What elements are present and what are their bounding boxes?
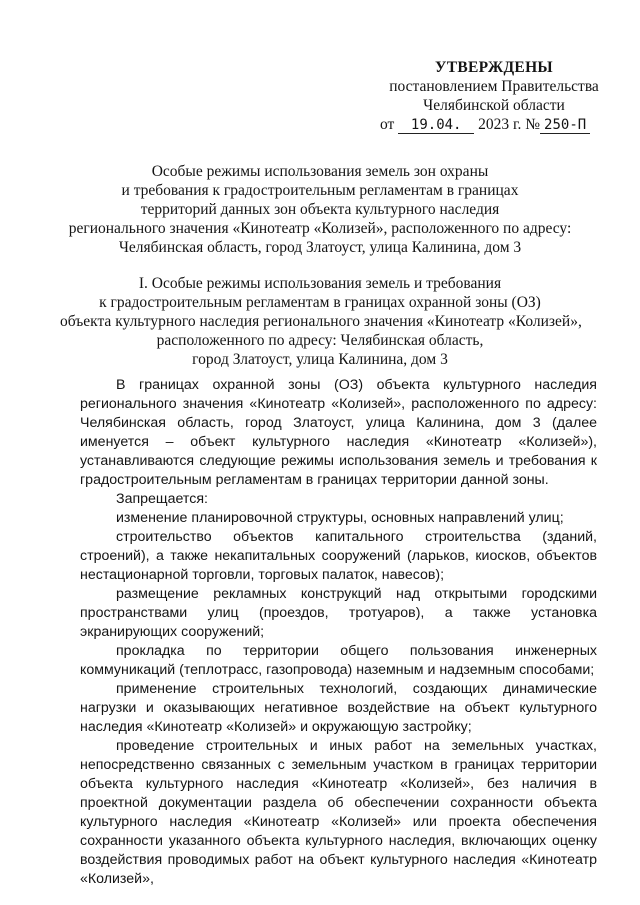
document-title (60, 162, 580, 257)
list-item: прокладка по территории общего пользования инженерных коммуникаций (теплотрасс, газопровода) наземным и надземным способами; (80, 643, 597, 678)
year-text: 2023 г. № (478, 116, 541, 133)
list-item: строительство объектов капитального строительства (зданий, строений), а также некапитальных сооружений (ларьков, киосков, объектов нестационарной торговли, торговых палаток, навесов); (80, 529, 597, 583)
approval-line: Челябинской области (423, 97, 565, 114)
section-title-line: город Златоуст, улица Калинина, дом 3 (192, 351, 448, 368)
approval-stamp (374, 58, 614, 134)
section-title-line: расположенного по адресу: Челябинская область, (156, 332, 484, 349)
title-line: территорий данных зон объекта культурного наследия (140, 201, 500, 218)
document-body (80, 376, 597, 889)
date-prefix: от (380, 116, 395, 133)
date-value: 19.04. (398, 118, 474, 134)
list-item: размещение рекламных конструкций над открытыми городскими пространствами улиц (проездов, тротуаров), а также установка экранирующих сооружений; (80, 586, 597, 640)
approval-title: УТВЕРЖДЕНЫ (435, 59, 553, 76)
list-item: применение строительных технологий, создающих динамические нагрузки и оказывающих негативное воздействие на объект культурного наследия «Кинотеатр «Колизей» и окружающую застройку; (80, 681, 597, 735)
approval-date-line (374, 115, 614, 134)
list-item: изменение планировочной структуры, основных направлений улиц; (116, 510, 564, 526)
decree-number: 250-П (540, 118, 590, 134)
title-line: Особые режимы использования земель зон охраны (151, 163, 489, 180)
body-paragraph: В границах охранной зоны (ОЗ) объекта культурного наследия регионального значения «Кинотеатр «Колизей», расположенного по адресу: Челябинская область, город Златоуст, улица Калинина, дом 3 (далее именуется – объект культурного наследия «Кинотеатр «Колизей»), устанавливаются следующие режимы использования земель и требования к градостроительным регламентам в границах территории данной зоны. (80, 377, 597, 488)
section-title-line: I. Особые режимы использования земель и требования (138, 275, 502, 292)
list-item: проведение строительных и иных работ на земельных участках, непосредственно связанных с земельным участком в границах территории объекта культурного наследия «Кинотеатр «Колизей», без наличия в проектной документации раздела об обеспечении сохранности объекта культурного наследия «Кинотеатр «Колизей» или проекта обеспечения сохранности указанного объекта культурного наследия, включающих оценку воздействия проводимых работ на объект культурного наследия «Кинотеатр «Колизей», (80, 738, 597, 887)
approval-line: постановлением Правительства (389, 78, 599, 95)
title-line: и требования к градостроительным регламентам в границах (121, 182, 519, 199)
section-title-line: к градостроительным регламентам в границах охранной зоны (ОЗ) (99, 294, 541, 311)
section-title-line: объекта культурного наследия регионального значения «Кинотеатр «Колизей», (60, 313, 582, 330)
title-line: регионального значения «Кинотеатр «Колизей», расположенного по адресу: (68, 220, 572, 237)
section-title (60, 274, 580, 369)
body-paragraph: Запрещается: (116, 491, 208, 507)
title-line: Челябинская область, город Златоуст, улица Калинина, дом 3 (118, 239, 522, 256)
